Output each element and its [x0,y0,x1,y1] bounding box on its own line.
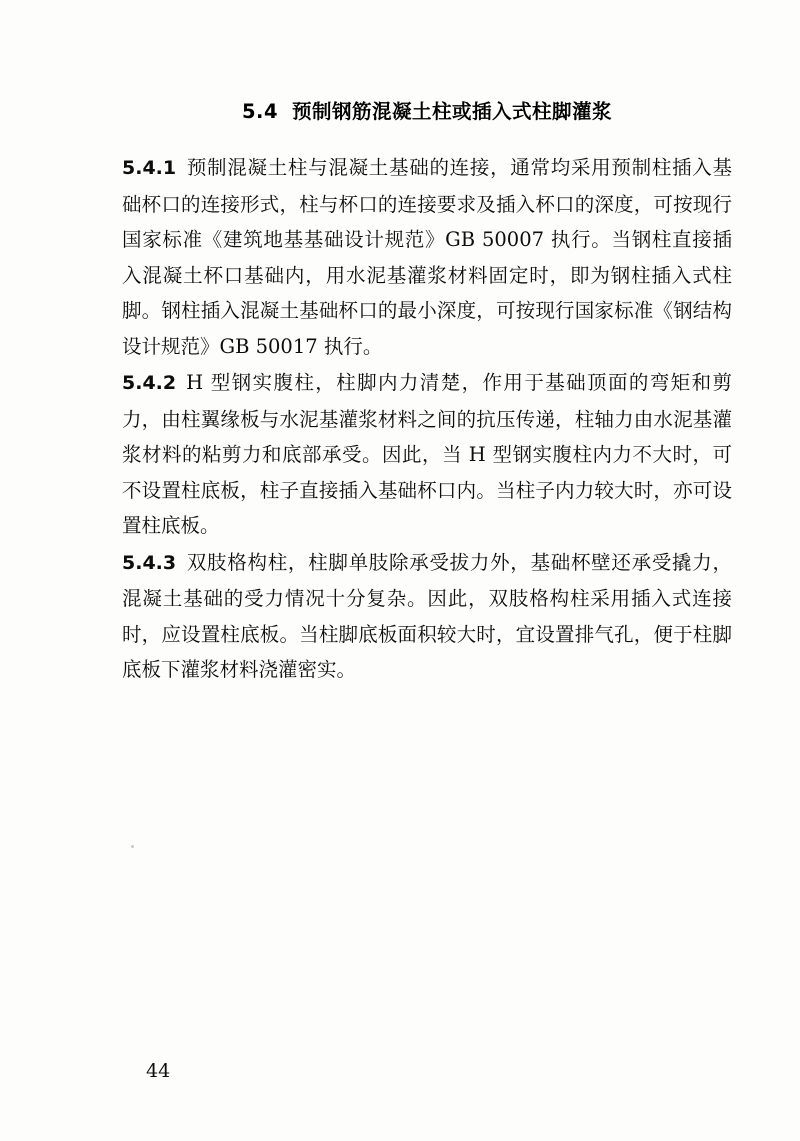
clause-number-5-4-1: 5.4.1 [122,157,177,179]
paragraph-5-4-3 [122,545,732,688]
section-number: 5.4 [241,100,279,123]
clause-text-5-4-3: 双肢格构柱，柱脚单肢除承受拔力外，基础杯壁还承受撬力，混凝土基础的受力情况十分复杂。因此，双肢格构柱采用插入式连接时，应设置柱底板。当柱脚底板面积较大时，宜设置排气孔，便于柱脚底板下灌浆材料浇灌密实。 [122,550,732,681]
paragraph-5-4-1 [122,150,732,364]
page-speck [131,845,134,848]
clause-text-5-4-2: H 型钢实腹柱，柱脚内力清楚，作用于基础顶面的弯矩和剪力，由柱翼缘板与水泥基灌浆材料之间的抗压传递，柱轴力由水泥基灌浆材料的粘剪力和底部承受。因此，当 H 型钢实腹柱内力不大时，可不设置柱底板，柱子直接插入基础杯口内。当柱子内力较大时，亦可设置柱底板。 [122,371,732,537]
section-heading [122,96,732,124]
page-content [122,96,732,689]
paragraph-5-4-2 [122,365,732,544]
clause-text-5-4-1: 预制混凝土柱与混凝土基础的连接，通常均采用预制柱插入基础杯口的连接形式，柱与杯口的连接要求及插入杯口的深度，可按现行国家标准《建筑地基基础设计规范》GB 50007 执行。当钢柱直接插入混凝土杯口基础内，用水泥基灌浆材料固定时，即为钢柱插入式柱脚。钢柱插入混凝土基础杯口的最小深度，可按现行国家标准《钢结构设计规范》GB 50017 执行。 [122,156,732,358]
clause-number-5-4-3: 5.4.3 [122,551,177,574]
page-number: 44 [146,1060,171,1082]
clause-number-5-4-2: 5.4.2 [122,372,177,394]
section-title-text: 预制钢筋混凝土柱或插入式柱脚灌浆 [292,100,613,123]
